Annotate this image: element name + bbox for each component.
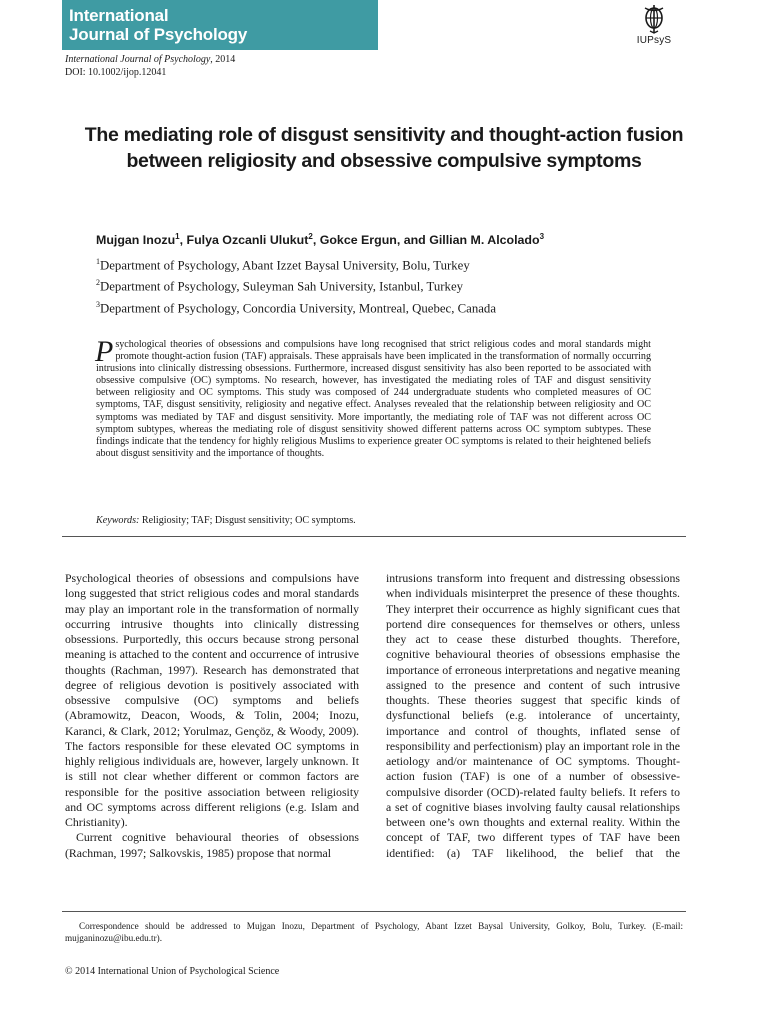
affiliation-marker: 1 [96, 257, 100, 266]
journal-name-line2: Journal of Psychology [69, 25, 248, 44]
author-name: Fulya Ozcanli Ulukut [186, 233, 309, 248]
body-paragraph: Current cognitive behavioural theories of obsessions (Rachman, 1997; Salkovskis, 1985) propose that normal [65, 830, 359, 860]
body-paragraph: intrusions transform into frequent and distressing obsessions when individuals misinterpret the presence of these thoughts. They interpret their occurrence as highly significant cues that portend dire consequences for themselves or others, unless they act to cease these disturbed thoughts. Therefore, cognitive behavioural theories of obsessions emphasise the importance of erroneous interpretations and negative meaning assigned to the presence and content of such intrusive thoughts. These theories suggest that specific kinds of dysfunctional beliefs (e.g. intolerance of uncertainty, importance and control of thoughts, inflated sense of responsibility and perfectionism) play an important role in the aetiology and/or maintenance of OC symptoms. Thought-action fusion (TAF) is one of a number of obsessive-compulsive disorder (OCD)-related faulty beliefs. It refers to a set of cognitive biases involving faulty causal relationships between one’s own thoughts and external reality. Within the concept of TAF, two different types of TAF have been identified: (a) TAF likelihood, the belief that the [386, 571, 680, 860]
copyright-notice: © 2014 International Union of Psychological Science [65, 966, 280, 977]
body-paragraph: Psychological theories of obsessions and compulsions have long suggested that strict religious codes and moral standards may play an important role in the transformation of normally occurring intrusive thoughts into clinically distressing obsessions. Purportedly, this occurs because strong personal meaning is attached to the content and occurrence of intrusive thoughts (Rachman, 1997). Research has demonstrated that degree of religious devotion is positively associated with obsessive compulsive (OC) symptoms and beliefs (Abramowitz, Deacon, Woods, & Tolin, 2004; Inozu, Karanci, & Clark, 2012; Yorulmaz, Gençöz, & Woody, 2009). The factors responsible for these elevated OC symptoms in highly religious individuals are, however, largely unknown. It is still not clear whether different or common factors are responsible for the positive association between religiosity and OC symptoms across different religions (e.g. Islam and Christianity). [65, 571, 359, 829]
author-name: Gokce Ergun, and Gillian M. Alcolado [319, 233, 540, 248]
affiliation-marker: 2 [96, 278, 100, 288]
correspondence-footnote [65, 920, 683, 944]
author-affiliation-marker: 2 [308, 232, 313, 241]
globe-emblem-icon [641, 4, 667, 34]
affiliation-text: Department of Psychology, Concordia University, Montreal, Quebec, Canada [100, 300, 497, 315]
abstract [95, 335, 651, 460]
article-title: The mediating role of disgust sensitivity and thought-action fusion between religiosity and obsessive compulsive symptoms [84, 124, 684, 172]
citation-journal: International Journal of Psychology [65, 54, 211, 65]
abstract-drop-cap: P [95, 335, 114, 368]
logo-text: IUPsyS [636, 35, 672, 46]
author-name: Mujgan Inozu [96, 233, 176, 248]
abstract-divider [62, 536, 686, 537]
author-affiliation-marker: 1 [175, 232, 180, 241]
doi: DOI: 10.1002/ijop.12041 [65, 67, 167, 78]
citation-block [65, 53, 235, 79]
keywords-label: Keywords: [96, 515, 140, 526]
affiliation-item [96, 253, 696, 274]
author-affiliation-marker: 3 [539, 232, 545, 241]
author-separator: , [312, 233, 320, 248]
footnote-divider [62, 911, 686, 912]
body-column-left [65, 571, 359, 861]
affiliation-text: Department of Psychology, Suleyman Sah University, Istanbul, Turkey [100, 279, 464, 294]
keywords-line [96, 514, 356, 527]
iupsys-logo [632, 4, 676, 52]
abstract-text: sychological theories of obsessions and compulsions have long recognised that strict religious codes and moral standards might promote thought-action fusion (TAF) appraisals. These appraisals have been implicated in the transformation of normally occurring intrusions into clinically distressing obsessions. Furthermore, increased disgust sensitivity has also been reported to be associated with obsessive compulsive (OC) symptoms. No research, however, has investigated the mediating roles of TAF and disgust sensitivity between religiosity and OC symptoms. This study was composed of 244 undergraduate students who completed measures of OC symptoms, TAF, disgust sensitivity, religiosity and negative effect. Analyses revealed that the relationship between religiosity and OC symptoms was mediated by TAF and disgust sensitivity. More importantly, the mediating role of TAF was not different across OC symptom subtypes, whereas the mediating role of disgust sensitivity showed different patterns across OC symptom subtypes. These findings indicate that the tendency for highly religious Muslims to experience greater OC symptoms is related to their heightened beliefs about disgust sensitivity and the importance of thoughts. [96, 339, 651, 459]
affiliation-marker: 3 [96, 299, 100, 309]
affiliation-text: Department of Psychology, Abant Izzet Baysal University, Bolu, Turkey [100, 258, 470, 273]
affiliation-item [96, 296, 696, 317]
author-separator: , [179, 233, 187, 248]
journal-banner [62, 0, 378, 50]
keywords-text: Religiosity; TAF; Disgust sensitivity; OC symptoms. [139, 515, 356, 526]
citation-year: , 2014 [210, 54, 236, 65]
affiliation-list [96, 253, 696, 317]
correspondence-text: Correspondence should be addressed to Mujgan Inozu, Department of Psychology, Abant Izzet Baysal University, Golkoy, Bolu, Turkey. (E-mail: mujganinozu@ibu.edu.tr). [65, 921, 683, 943]
affiliation-item [96, 274, 696, 295]
author-list [96, 229, 736, 248]
journal-name-line1: International [69, 6, 169, 25]
body-column-right [386, 571, 680, 861]
